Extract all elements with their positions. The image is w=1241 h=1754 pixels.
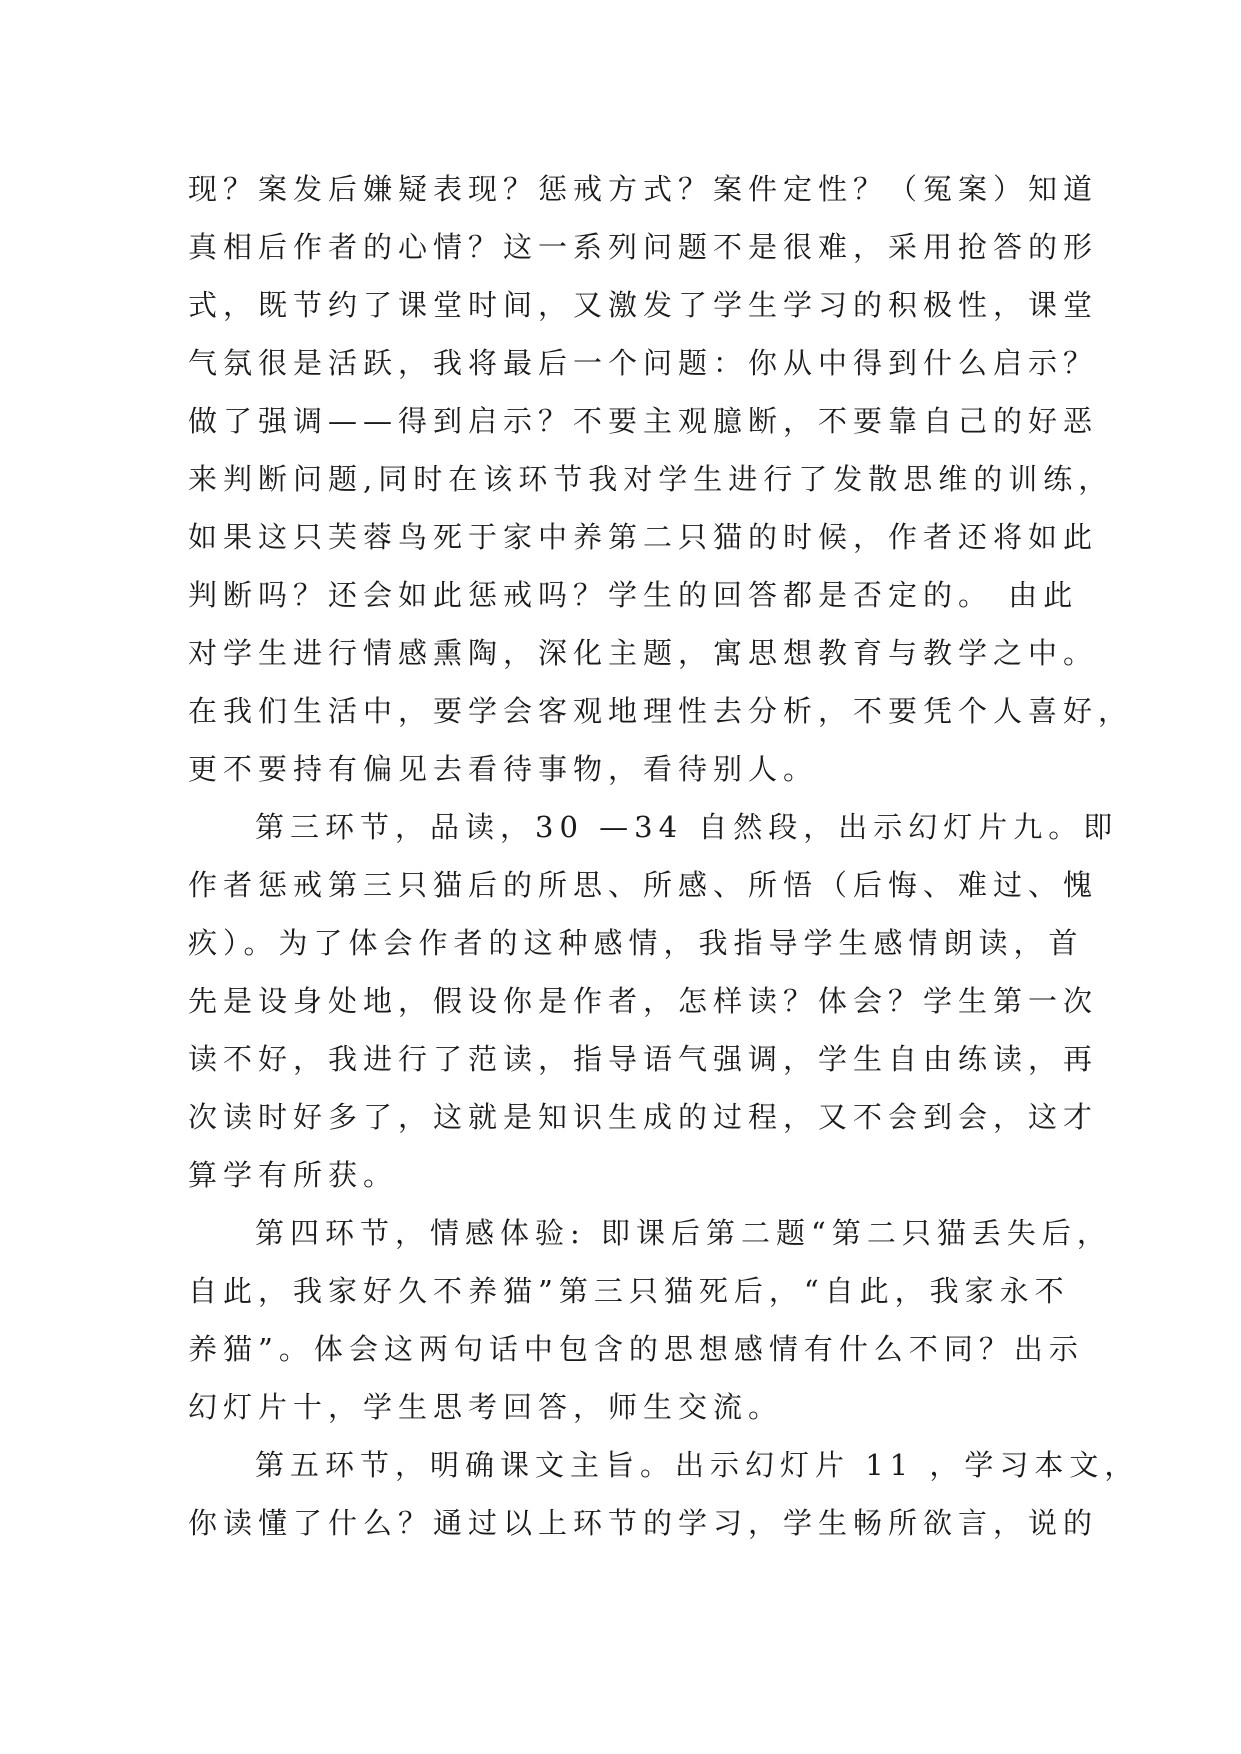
text-line: 疚）。为了体会作者的这种感情，我指导学生感情朗读，首 <box>188 926 1084 960</box>
text-line: 你读懂了什么？通过以上环节的学习，学生畅所欲言，说的 <box>188 1506 1099 1540</box>
text-line: 式，既节约了课堂时间，又激发了学生学习的积极性，课堂 <box>188 288 1099 322</box>
text-line: 算学有所获。 <box>188 1158 399 1192</box>
text-line: 来判断问题,同时在该环节我对学生进行了发散思维的训练， <box>188 462 1114 496</box>
text-line: 在我们生活中，要学会客观地理性去分析，不要凭个人喜好， <box>188 694 1134 728</box>
document-page <box>188 160 1140 1552</box>
text-line: 气氛很是活跃，我将最后一个问题：你从中得到什么启示？ <box>188 346 1099 380</box>
text-line: 自此，我家好久不养猫”第三只猫死后，“自此，我家永不 <box>188 1274 1070 1308</box>
text-line: 更不要持有偏见去看待事物，看待别人。 <box>188 752 819 786</box>
text-line: 次读时好多了，这就是知识生成的过程，又不会到会，这才 <box>188 1100 1099 1134</box>
text-line: 第四环节，情感体验: 即课后第二题“第二只猫丢失后， <box>255 1216 1112 1250</box>
text-line: 如果这只芙蓉鸟死于家中养第二只猫的时候，作者还将如此 <box>188 520 1099 554</box>
text-line: 第五环节，明确课文主旨。出示幻灯片 11 ，学习本文， <box>255 1448 1140 1482</box>
text-line: 判断吗？还会如此惩戒吗？学生的回答都是否定的。 由此 <box>188 578 1079 612</box>
text-line: 第三环节，品读，30 —34 自然段，出示幻灯片九。即 <box>255 810 1119 844</box>
text-line: 真相后作者的心情？这一系列问题不是很难，采用抢答的形 <box>188 230 1099 264</box>
text-line: 现？案发后嫌疑表现？惩戒方式？案件定性？（冤案）知道 <box>188 172 1099 206</box>
text-line: 先是设身处地，假设你是作者，怎样读？体会？学生第一次 <box>188 984 1099 1018</box>
text-line: 读不好，我进行了范读，指导语气强调，学生自由练读，再 <box>188 1042 1099 1076</box>
text-line: 幻灯片十，学生思考回答，师生交流。 <box>188 1390 784 1424</box>
text-line: 对学生进行情感熏陶，深化主题，寓思想教育与教学之中。 <box>188 636 1099 670</box>
text-line: 作者惩戒第三只猫后的所思、所感、所悟（后悔、难过、愧 <box>188 868 1099 902</box>
text-line: 做了强调——得到启示？不要主观臆断，不要靠自己的好恶 <box>188 404 1099 438</box>
text-line: 养猫”。体会这两句话中包含的思想感情有什么不同？出示 <box>188 1332 1084 1366</box>
